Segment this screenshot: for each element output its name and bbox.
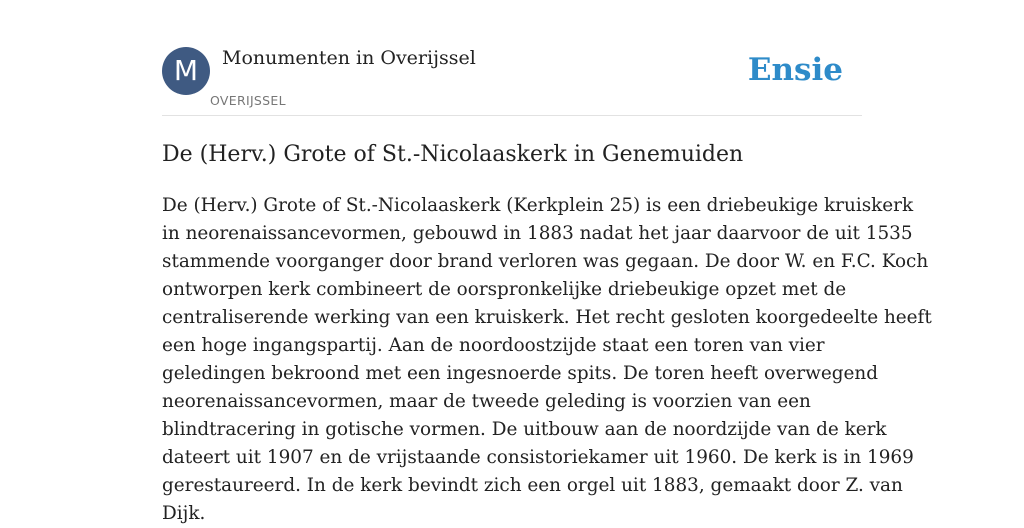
avatar[interactable]: M xyxy=(162,47,210,95)
body-line: geledingen bekroond met een ingesnoerde spits. De toren heeft overwegend xyxy=(162,363,878,384)
article-title: De (Herv.) Grote of St.-Nicolaaskerk in Genemuiden xyxy=(162,142,744,167)
ensie-logo[interactable]: Ensie xyxy=(747,52,843,88)
body-line: centraliserende werking van een kruiskerk. Het recht gesloten koorgedeelte heeft xyxy=(162,307,932,328)
body-line: Dijk. xyxy=(162,503,206,524)
body-line: neorenaissancevormen, maar de tweede geleding is voorzien van een xyxy=(162,391,811,412)
body-line: gerestaureerd. In de kerk bevindt zich een orgel uit 1883, gemaakt door Z. van xyxy=(162,475,903,496)
body-line: blindtracering in gotische vormen. De uitbouw aan de noordzijde van de kerk xyxy=(162,419,887,440)
body-line: in neorenaissancevormen, gebouwd in 1883 nadat het jaar daarvoor de uit 1535 xyxy=(162,223,913,244)
collection-title[interactable]: Monumenten in Overijssel xyxy=(222,47,476,69)
article-body xyxy=(162,192,932,528)
body-line: een hoge ingangspartij. Aan de noordoostzijde staat een toren van vier xyxy=(162,335,825,356)
body-line: dateert uit 1907 en de vrijstaande consistoriekamer uit 1960. De kerk is in 1969 xyxy=(162,447,914,468)
body-line: De (Herv.) Grote of St.-Nicolaaskerk (Kerkplein 25) is een driebeukige kruiskerk xyxy=(162,195,914,216)
body-line: ontworpen kerk combineert de oorspronkelijke driebeukige opzet met de xyxy=(162,279,847,300)
body-line: stammende voorganger door brand verloren was gegaan. De door W. en F.C. Koch xyxy=(162,251,929,272)
category-label[interactable]: OVERIJSSEL xyxy=(210,93,286,108)
header-divider xyxy=(162,115,862,116)
